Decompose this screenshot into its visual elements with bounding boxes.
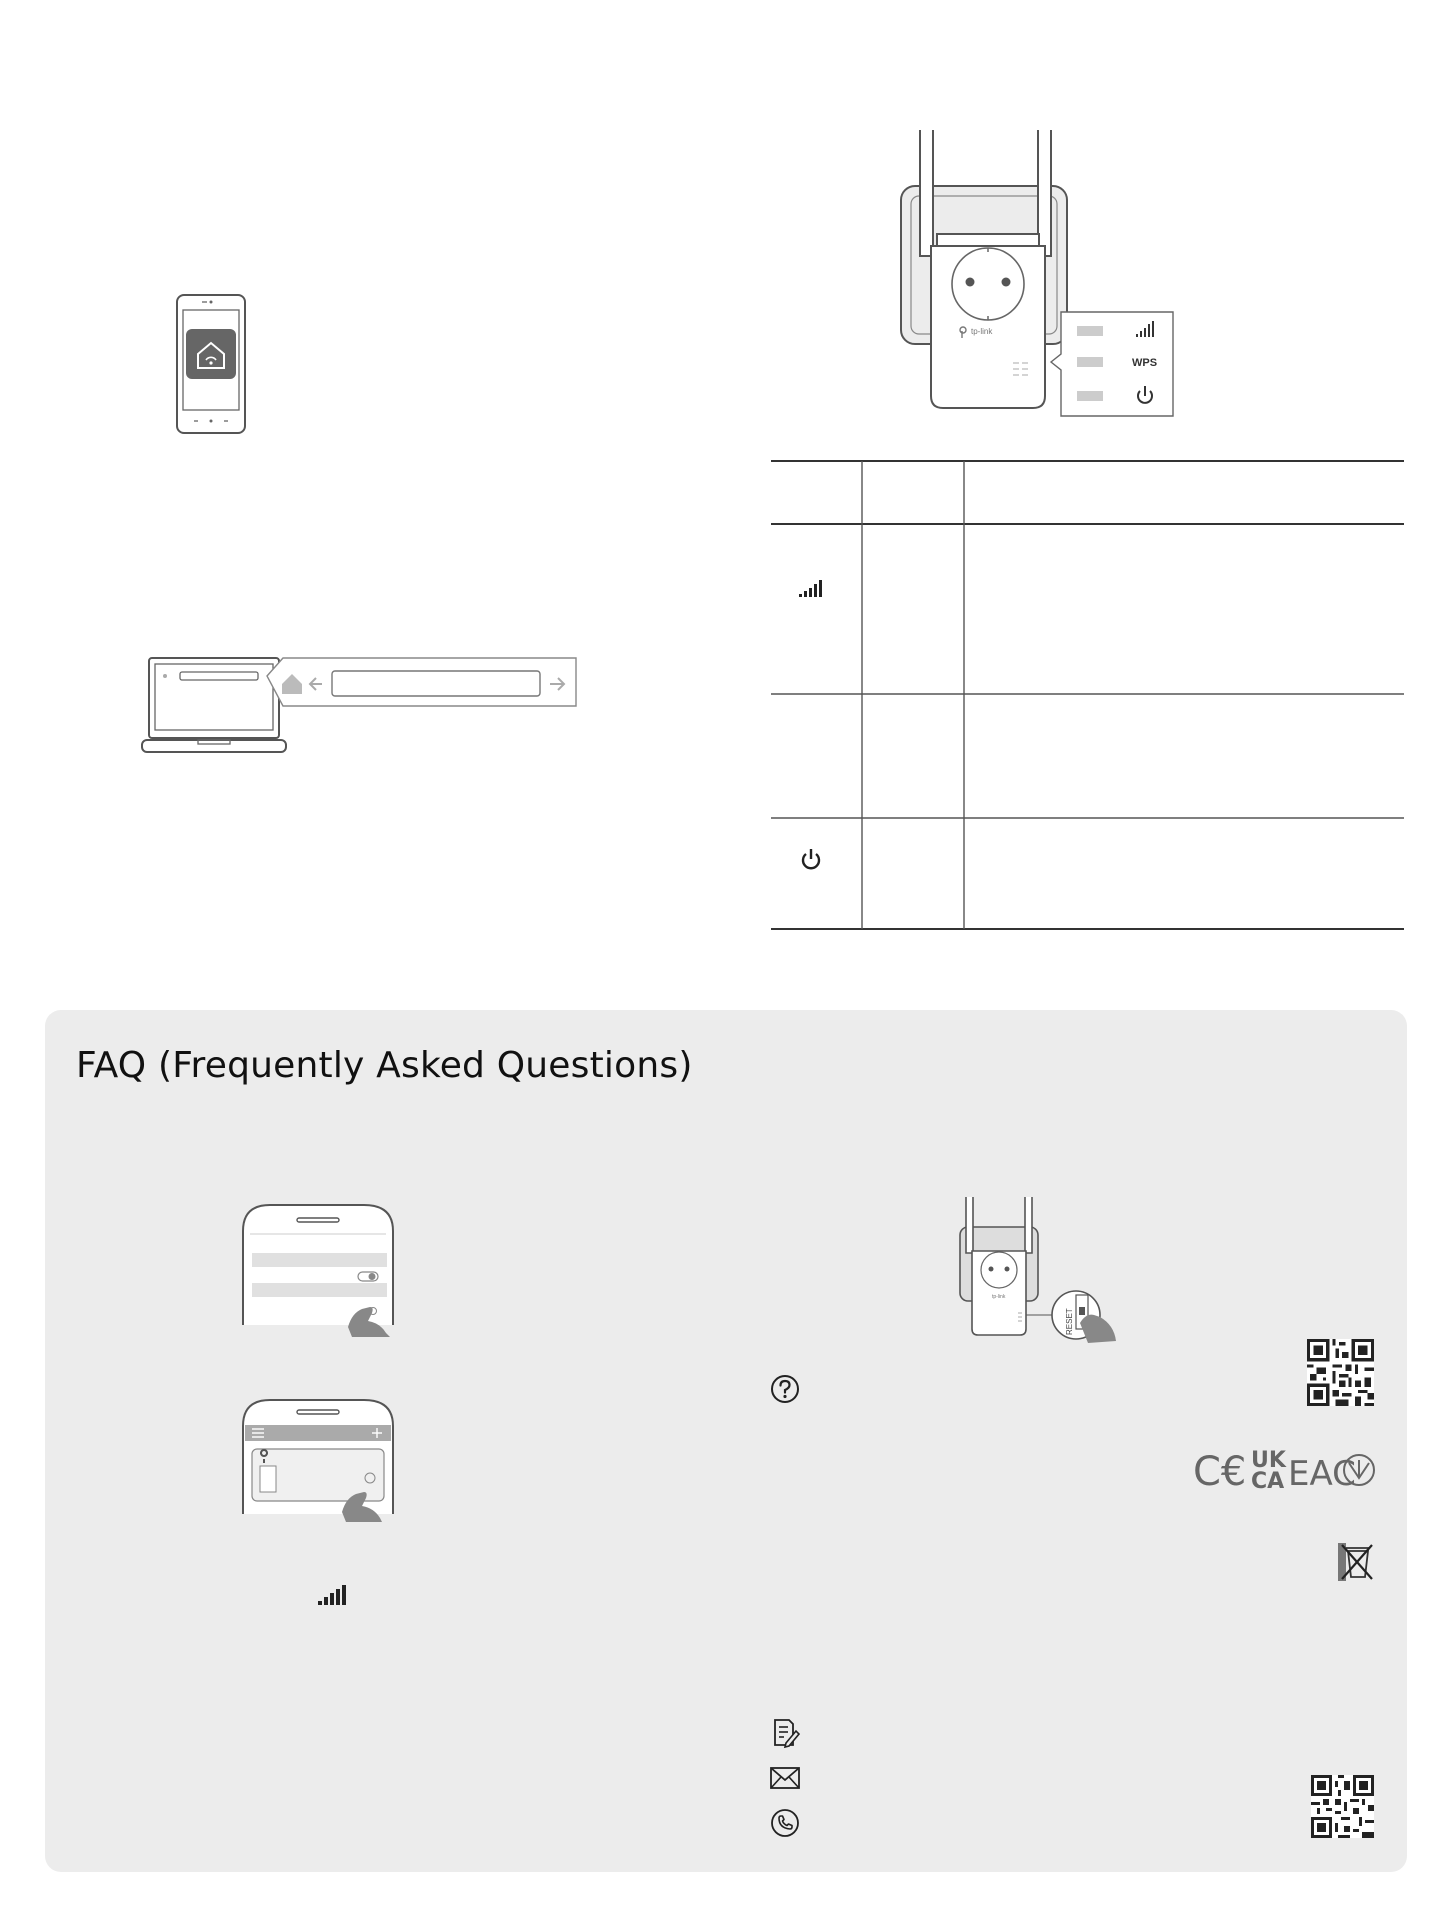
reset-button-illustration bbox=[958, 1195, 1118, 1345]
phone-device-card-illustration bbox=[240, 1398, 400, 1523]
brand-logo-text: tp-link bbox=[992, 1294, 1006, 1300]
ce-mark: C€ bbox=[1193, 1449, 1247, 1495]
signal-strength-icon bbox=[318, 1584, 348, 1606]
reset-label: RESET bbox=[1065, 1308, 1074, 1335]
qr-code bbox=[1307, 1339, 1374, 1406]
document-edit-icon bbox=[772, 1718, 800, 1748]
envelope-icon bbox=[770, 1766, 800, 1790]
question-circle-icon bbox=[770, 1374, 800, 1404]
signal-strength-icon bbox=[799, 580, 823, 598]
ukca-mark-bottom: CA bbox=[1251, 1469, 1285, 1494]
brand-logo-text: tp-link bbox=[971, 327, 993, 336]
phone-icon bbox=[770, 1808, 800, 1838]
faq-title: FAQ (Frequently Asked Questions) bbox=[76, 1045, 693, 1086]
weee-crossed-bin-icon bbox=[1338, 1543, 1374, 1581]
power-icon bbox=[801, 848, 821, 870]
led-label-wps: WPS bbox=[1132, 357, 1158, 369]
certification-marks bbox=[1193, 1448, 1378, 1495]
ukca-mark-top: UK bbox=[1251, 1448, 1286, 1473]
eac-mark: EAC bbox=[1288, 1454, 1356, 1494]
qr-code bbox=[1311, 1775, 1374, 1838]
phone-settings-illustration bbox=[240, 1203, 400, 1338]
